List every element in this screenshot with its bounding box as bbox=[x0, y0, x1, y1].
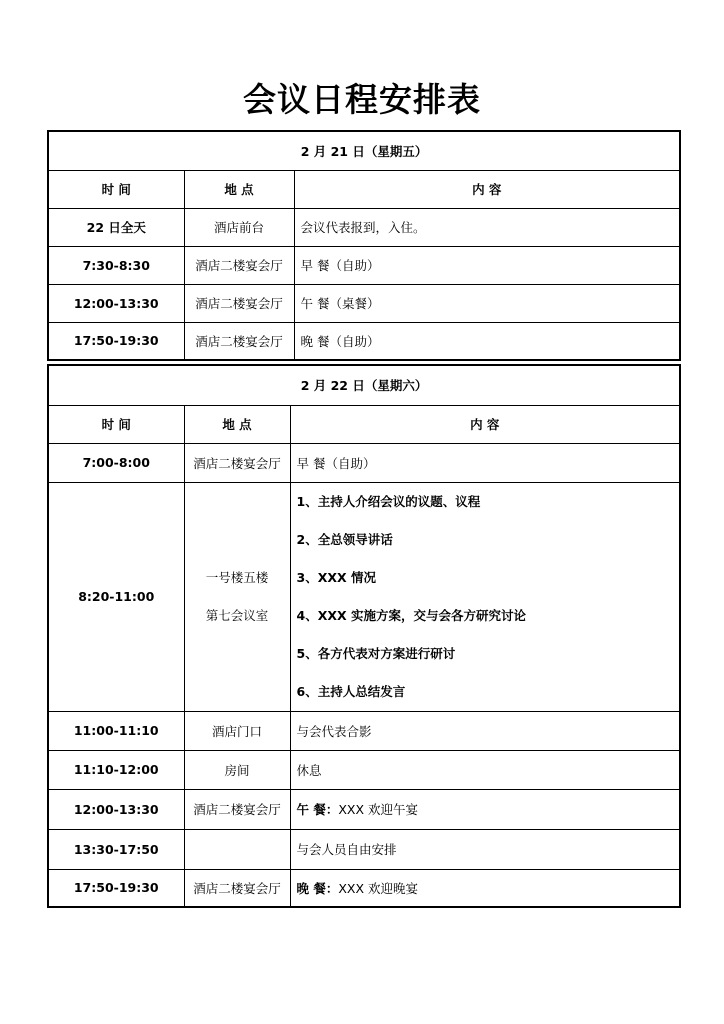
header-location: 地 点 bbox=[184, 170, 294, 208]
agenda-item: 2、全总领导讲话 bbox=[296, 531, 393, 547]
time-cell: 8:20-11:00 bbox=[48, 482, 184, 711]
meal-description: XXX 欢迎晚宴 bbox=[338, 880, 419, 896]
agenda-cell bbox=[290, 482, 680, 711]
table-row bbox=[48, 284, 680, 322]
date-heading-day2: 2 月 22 日（星期六） bbox=[48, 365, 680, 405]
schedule-table-day1 bbox=[47, 130, 681, 361]
content-cell: 早 餐（自助） bbox=[294, 246, 680, 284]
location-cell: 酒店二楼宴会厅 bbox=[184, 869, 290, 907]
time-cell: 7:00-8:00 bbox=[48, 443, 184, 482]
schedule-table-day2 bbox=[47, 364, 681, 908]
time-cell: 22 日全天 bbox=[48, 208, 184, 246]
location-cell bbox=[184, 829, 290, 869]
table-row bbox=[48, 789, 680, 829]
page-title: 会议日程安排表 bbox=[243, 80, 481, 119]
table-row bbox=[48, 208, 680, 246]
header-location: 地 点 bbox=[184, 405, 290, 443]
table-row bbox=[48, 443, 680, 482]
meal-label: 晚 餐： bbox=[296, 880, 339, 896]
header-time: 时 间 bbox=[48, 405, 184, 443]
location-cell: 酒店二楼宴会厅 bbox=[184, 789, 290, 829]
time-cell: 7:30-8:30 bbox=[48, 246, 184, 284]
table-row bbox=[48, 246, 680, 284]
agenda-item: 1、主持人介绍会议的议题、议程 bbox=[296, 493, 481, 509]
location-cell: 酒店二楼宴会厅 bbox=[184, 246, 294, 284]
agenda-item: 3、XXX 情况 bbox=[296, 569, 376, 585]
content-cell: 午 餐（桌餐） bbox=[294, 284, 680, 322]
table-row bbox=[48, 829, 680, 869]
meal-description: XXX 欢迎午宴 bbox=[338, 802, 419, 817]
time-cell: 13:30-17:50 bbox=[48, 829, 184, 869]
location-cell: 酒店前台 bbox=[184, 208, 294, 246]
agenda-item: 5、各方代表对方案进行研讨 bbox=[296, 645, 456, 661]
table-row bbox=[48, 322, 680, 360]
header-content: 内 容 bbox=[294, 170, 680, 208]
time-cell: 12:00-13:30 bbox=[48, 284, 184, 322]
content-cell bbox=[290, 869, 680, 907]
location-cell bbox=[184, 482, 290, 711]
agenda-item: 6、主持人总结发言 bbox=[296, 683, 406, 699]
location-cell: 房间 bbox=[184, 750, 290, 789]
header-time: 时 间 bbox=[48, 170, 184, 208]
location-cell: 酒店二楼宴会厅 bbox=[184, 322, 294, 360]
location-cell: 酒店门口 bbox=[184, 711, 290, 750]
location-line: 一号楼五楼 bbox=[205, 569, 269, 585]
header-content: 内 容 bbox=[290, 405, 680, 443]
content-cell: 早 餐（自助） bbox=[290, 443, 680, 482]
time-cell: 17:50-19:30 bbox=[48, 322, 184, 360]
location-line: 第七会议室 bbox=[205, 607, 269, 623]
content-cell: 与会人员自由安排 bbox=[290, 829, 680, 869]
location-cell: 酒店二楼宴会厅 bbox=[184, 284, 294, 322]
time-cell: 17:50-19:30 bbox=[48, 869, 184, 907]
content-cell: 会议代表报到，入住。 bbox=[294, 208, 680, 246]
location-cell: 酒店二楼宴会厅 bbox=[184, 443, 290, 482]
content-cell: 休息 bbox=[290, 750, 680, 789]
content-cell: 与会代表合影 bbox=[290, 711, 680, 750]
table-row bbox=[48, 869, 680, 907]
table-row bbox=[48, 750, 680, 789]
time-cell: 12:00-13:30 bbox=[48, 789, 184, 829]
meal-label: 午 餐： bbox=[296, 802, 339, 817]
table-row bbox=[48, 482, 680, 711]
content-cell bbox=[290, 789, 680, 829]
table-row bbox=[48, 711, 680, 750]
time-cell: 11:00-11:10 bbox=[48, 711, 184, 750]
content-cell: 晚 餐（自助） bbox=[294, 322, 680, 360]
agenda-item: 4、XXX 实施方案，交与会各方研究讨论 bbox=[296, 607, 526, 623]
time-cell: 11:10-12:00 bbox=[48, 750, 184, 789]
date-heading-day1: 2 月 21 日（星期五） bbox=[48, 131, 680, 170]
